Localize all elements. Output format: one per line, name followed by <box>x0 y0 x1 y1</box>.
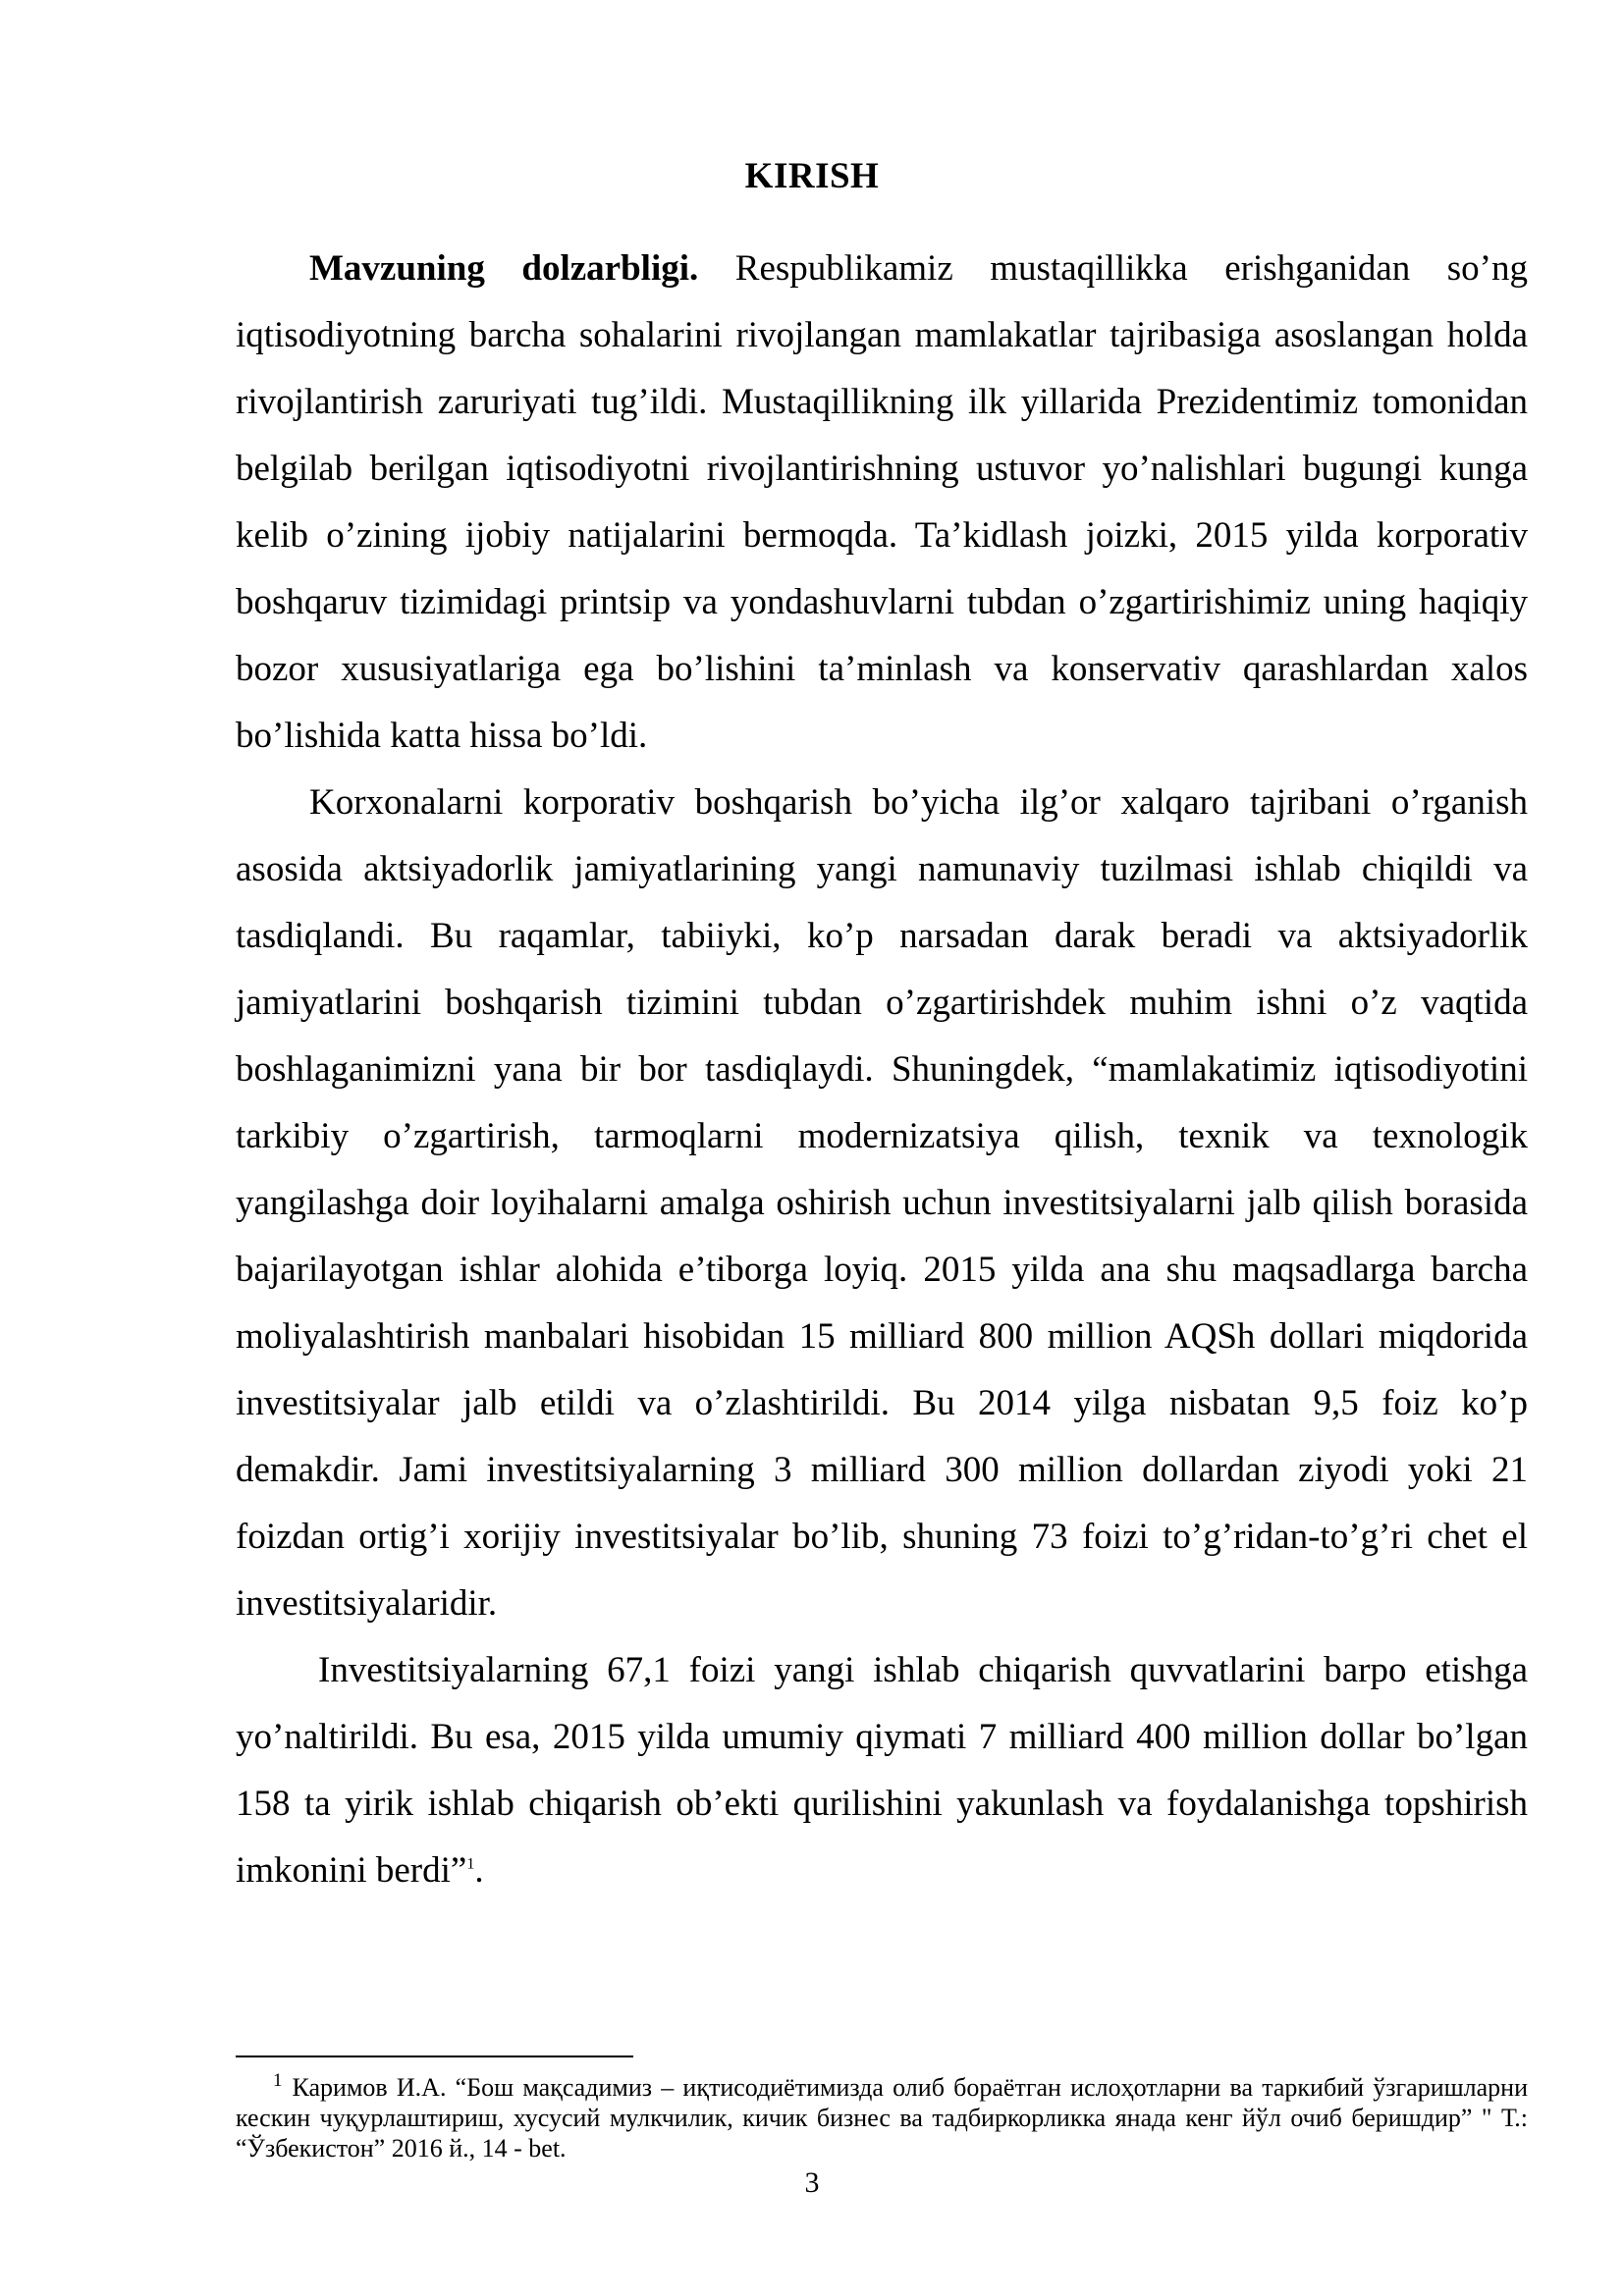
paragraph-tail: . <box>474 1850 484 1891</box>
footnote-reference[interactable]: 1 <box>466 1855 475 1873</box>
paragraph-text: Respublikamiz mustaqillikka erishganidan so’ng iqtisodiyotning barcha sohalarini rivojlangan mamlakatlar tajribasiga asoslangan holda rivojlantirish zaruriyati tug’ildi. Mustaqillikning ilk yillarida Prezidentimiz tomonidan belgilab berilgan iqtisodiyotni rivojlantirishning ustuvor yo’nalishlari bugungi kunga kelib o’zining ijobiy natijalarini bermoqda. Ta’kidlash joizki, 2015 yilda korporativ boshqaruv tizimidagi printsip va yondashuvlarni tubdan o’zgartirishimiz uning haqiqiy bozor xususiyatlariga ega bo’lishini ta’minlash va konservativ qarashlardan xalos bo’lishida katta hissa bo’ldi. <box>236 248 1528 756</box>
paragraph-lead: Mavzuning dolzarbligi. <box>309 248 699 289</box>
paragraph-relevance <box>236 236 1528 770</box>
paragraph-corporate-governance <box>236 770 1528 1637</box>
paragraph-investments <box>236 1637 1528 1904</box>
footnote <box>236 2072 1528 2163</box>
footnote-separator <box>236 2056 633 2057</box>
footnote-text: Каримов И.А. “Бош мақсадимиз – иқтисодиётимизда олиб бораётган ислоҳотларни ва таркибий ўзгаришларни кескин чуқурлаштириш, хусусий мулкчилик, кичик бизнес ва тадбиркорликка янада кенг йўл очиб беришдир” " Т.: “Ўзбекистон” 2016 й., 14 - bet. <box>236 2073 1528 2163</box>
page-title: KIRISH <box>744 156 880 196</box>
paragraph-text: Investitsiyalarning 67,1 foizi yangi ishlab chiqarish quvvatlarini barpo etishga yo’naltirildi. Bu esa, 2015 yilda umumiy qiymati 7 milliard 400 million dollar bo’lgan 158 ta yirik ishlab chiqarish ob’ekti qurilishini yakunlash va foydalanishga topshirish imkonini berdi” <box>236 1650 1528 1891</box>
paragraph-text: Korxonalarni korporativ boshqarish bo’yicha ilg’or xalqaro tajribani o’rganish asosida aktsiyadorlik jamiyatlarining yangi namunaviy tuzilmasi ishlab chiqildi va tasdiqlandi. Bu raqamlar, tabiiyki, ko’p narsadan darak beradi va aktsiyadorlik jamiyatlarini boshqarish tizimini tubdan o’zgartirishdek muhim ishni o’z vaqtida boshlaganimizni yana bir bor tasdiqlaydi. Shuningdek, “mamlakatimiz iqtisodiyotini tarkibiy o’zgartirish, tarmoqlarni modernizatsiya qilish, texnik va texnologik yangilashga doir loyihalarni amalga oshirish uchun investitsiyalarni jalb qilish borasida bajarilayotgan ishlar alohida e’tiborga loyiq. 2015 yilda ana shu maqsadlarga barcha moliyalashtirish manbalari hisobidan 15 milliard 800 million AQSh dollari miqdorida investitsiyalar jalb etildi va o’zlashtirildi. Bu 2014 yilga nisbatan 9,5 foiz ko’p demakdir. Jami investitsiyalarning 3 milliard 300 million dollardan ziyodi yoki 21 foizdan ortig’i xorijiy investitsiyalar bo’lib, shuning 73 foizi to’g’ridan-to’g’ri chet el investitsiyalaridir. <box>236 782 1528 1624</box>
page-number: 3 <box>804 2166 820 2199</box>
footnote-number: 1 <box>273 2070 283 2092</box>
footnote-entry <box>236 2072 1528 2163</box>
body-text <box>236 236 1528 1904</box>
